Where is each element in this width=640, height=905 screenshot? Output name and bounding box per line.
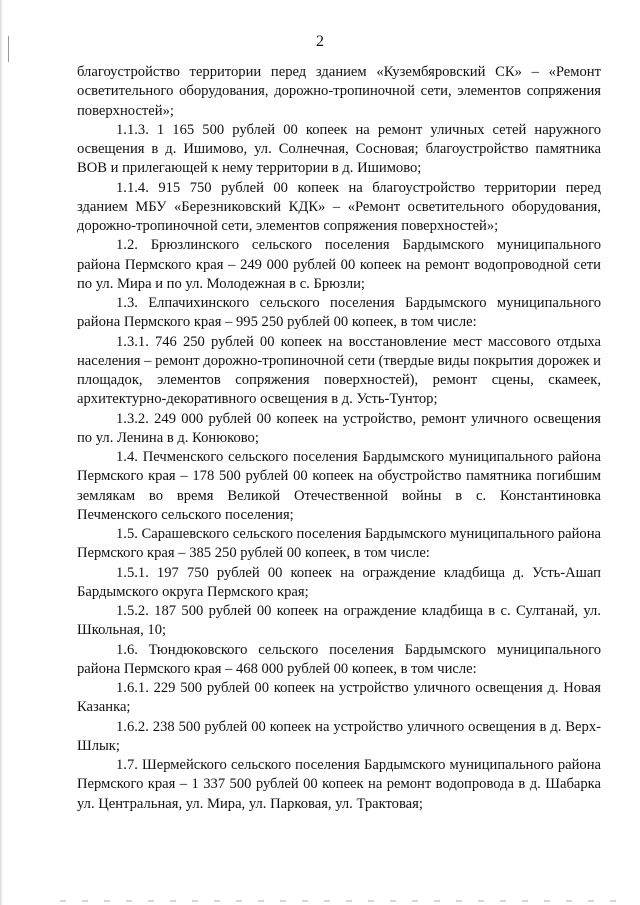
paragraph-1-6-2: 1.6.2. 238 500 рублей 00 копеек на устройство уличного освещения в д. Верх-Шлык; [77,718,601,754]
paragraph-continuation: благоустройство территории перед зданием «Кузембяровский СК» – «Ремонт осветительного оборудования, дорожно-тропиночной сети, элементов сопряжения поверхностей»; [77,64,601,119]
paragraph-1-3: 1.3. Елпачихинского сельского поселения Бардымского муниципального района Пермского края – 995 250 рублей 00 копеек, в том числе: [77,295,601,331]
paragraph-1-4: 1.4. Печменского сельского поселения Бардымского муниципального района Пермского края – 178 500 рублей 00 копеек на обустройство памятника погибшим землякам во время Великой Отечественной войны в с. Константиновка Печменского сельского поселения; [77,449,601,523]
paragraph-1-1-3: 1.1.3. 1 165 500 рублей 00 копеек на ремонт уличных сетей наружного освещения в д. Ишимово, ул. Солнечная, Сосновая; благоустройство памятника ВОВ и прилегающей к нему территории в д. Ишимово; [77,121,601,177]
paragraph-1-5: 1.5. Сарашевского сельского поселения Бардымского муниципального района Пермского края – 385 250 рублей 00 копеек, в том числе: [77,526,601,562]
paragraph-1-5-2: 1.5.2. 187 500 рублей 00 копеек на ограждение кладбища в с. Султанай, ул. Школьная, 10; [77,603,601,639]
scan-bottom-noise [60,900,620,902]
scan-edge [0,0,3,905]
document-body [77,63,601,814]
paragraph-1-7: 1.7. Шермейского сельского поселения Бардымского муниципального района Пермского края – 1 337 500 рублей 00 копеек на ремонт водопровода в д. Шабарка ул. Центральная, ул. Мира, ул. Парковая, ул. Трактовая; [77,757,601,812]
paragraph-1-3-1: 1.3.1. 746 250 рублей 00 копеек на восстановление мест массового отдыха населения – ремонт дорожно-тропиночной сети (твердые виды покрытия дорожек и площадок, элементов сопряжения поверхностей), ремонт сцены, скамеек, архитектурно-декоративного освещения в д. Усть-Тунтор; [77,333,601,408]
paragraph-1-6: 1.6. Тюндюковского сельского поселения Бардымского муниципального района Пермского края – 468 000 рублей 00 копеек, в том числе: [77,641,601,677]
paragraph-1-1-4: 1.1.4. 915 750 рублей 00 копеек на благоустройство территории перед зданием МБУ «Березниковский КДК» – «Ремонт осветительного оборудования, дорожно-тропиночной сети, элементов сопряжения поверхностей»; [77,179,601,234]
page-number: 2 [316,33,324,50]
paragraph-1-2: 1.2. Брюзлинского сельского поселения Бардымского муниципального района Пермского края – 249 000 рублей 00 копеек на ремонт водопроводной сети по ул. Мира и по ул. Молодежная в с. Брюзли; [77,237,601,292]
paragraph-1-6-1: 1.6.1. 229 500 рублей 00 копеек на устройство уличного освещения д. Новая Казанка; [77,680,601,716]
paragraph-1-5-1: 1.5.1. 197 750 рублей 00 копеек на ограждение кладбища д. Усть-Ашап Бардымского округа Пермского края; [77,564,601,600]
paragraph-1-3-2: 1.3.2. 249 000 рублей 00 копеек на устройство, ремонт уличного освещения по ул. Ленина в д. Конюково; [77,410,601,446]
